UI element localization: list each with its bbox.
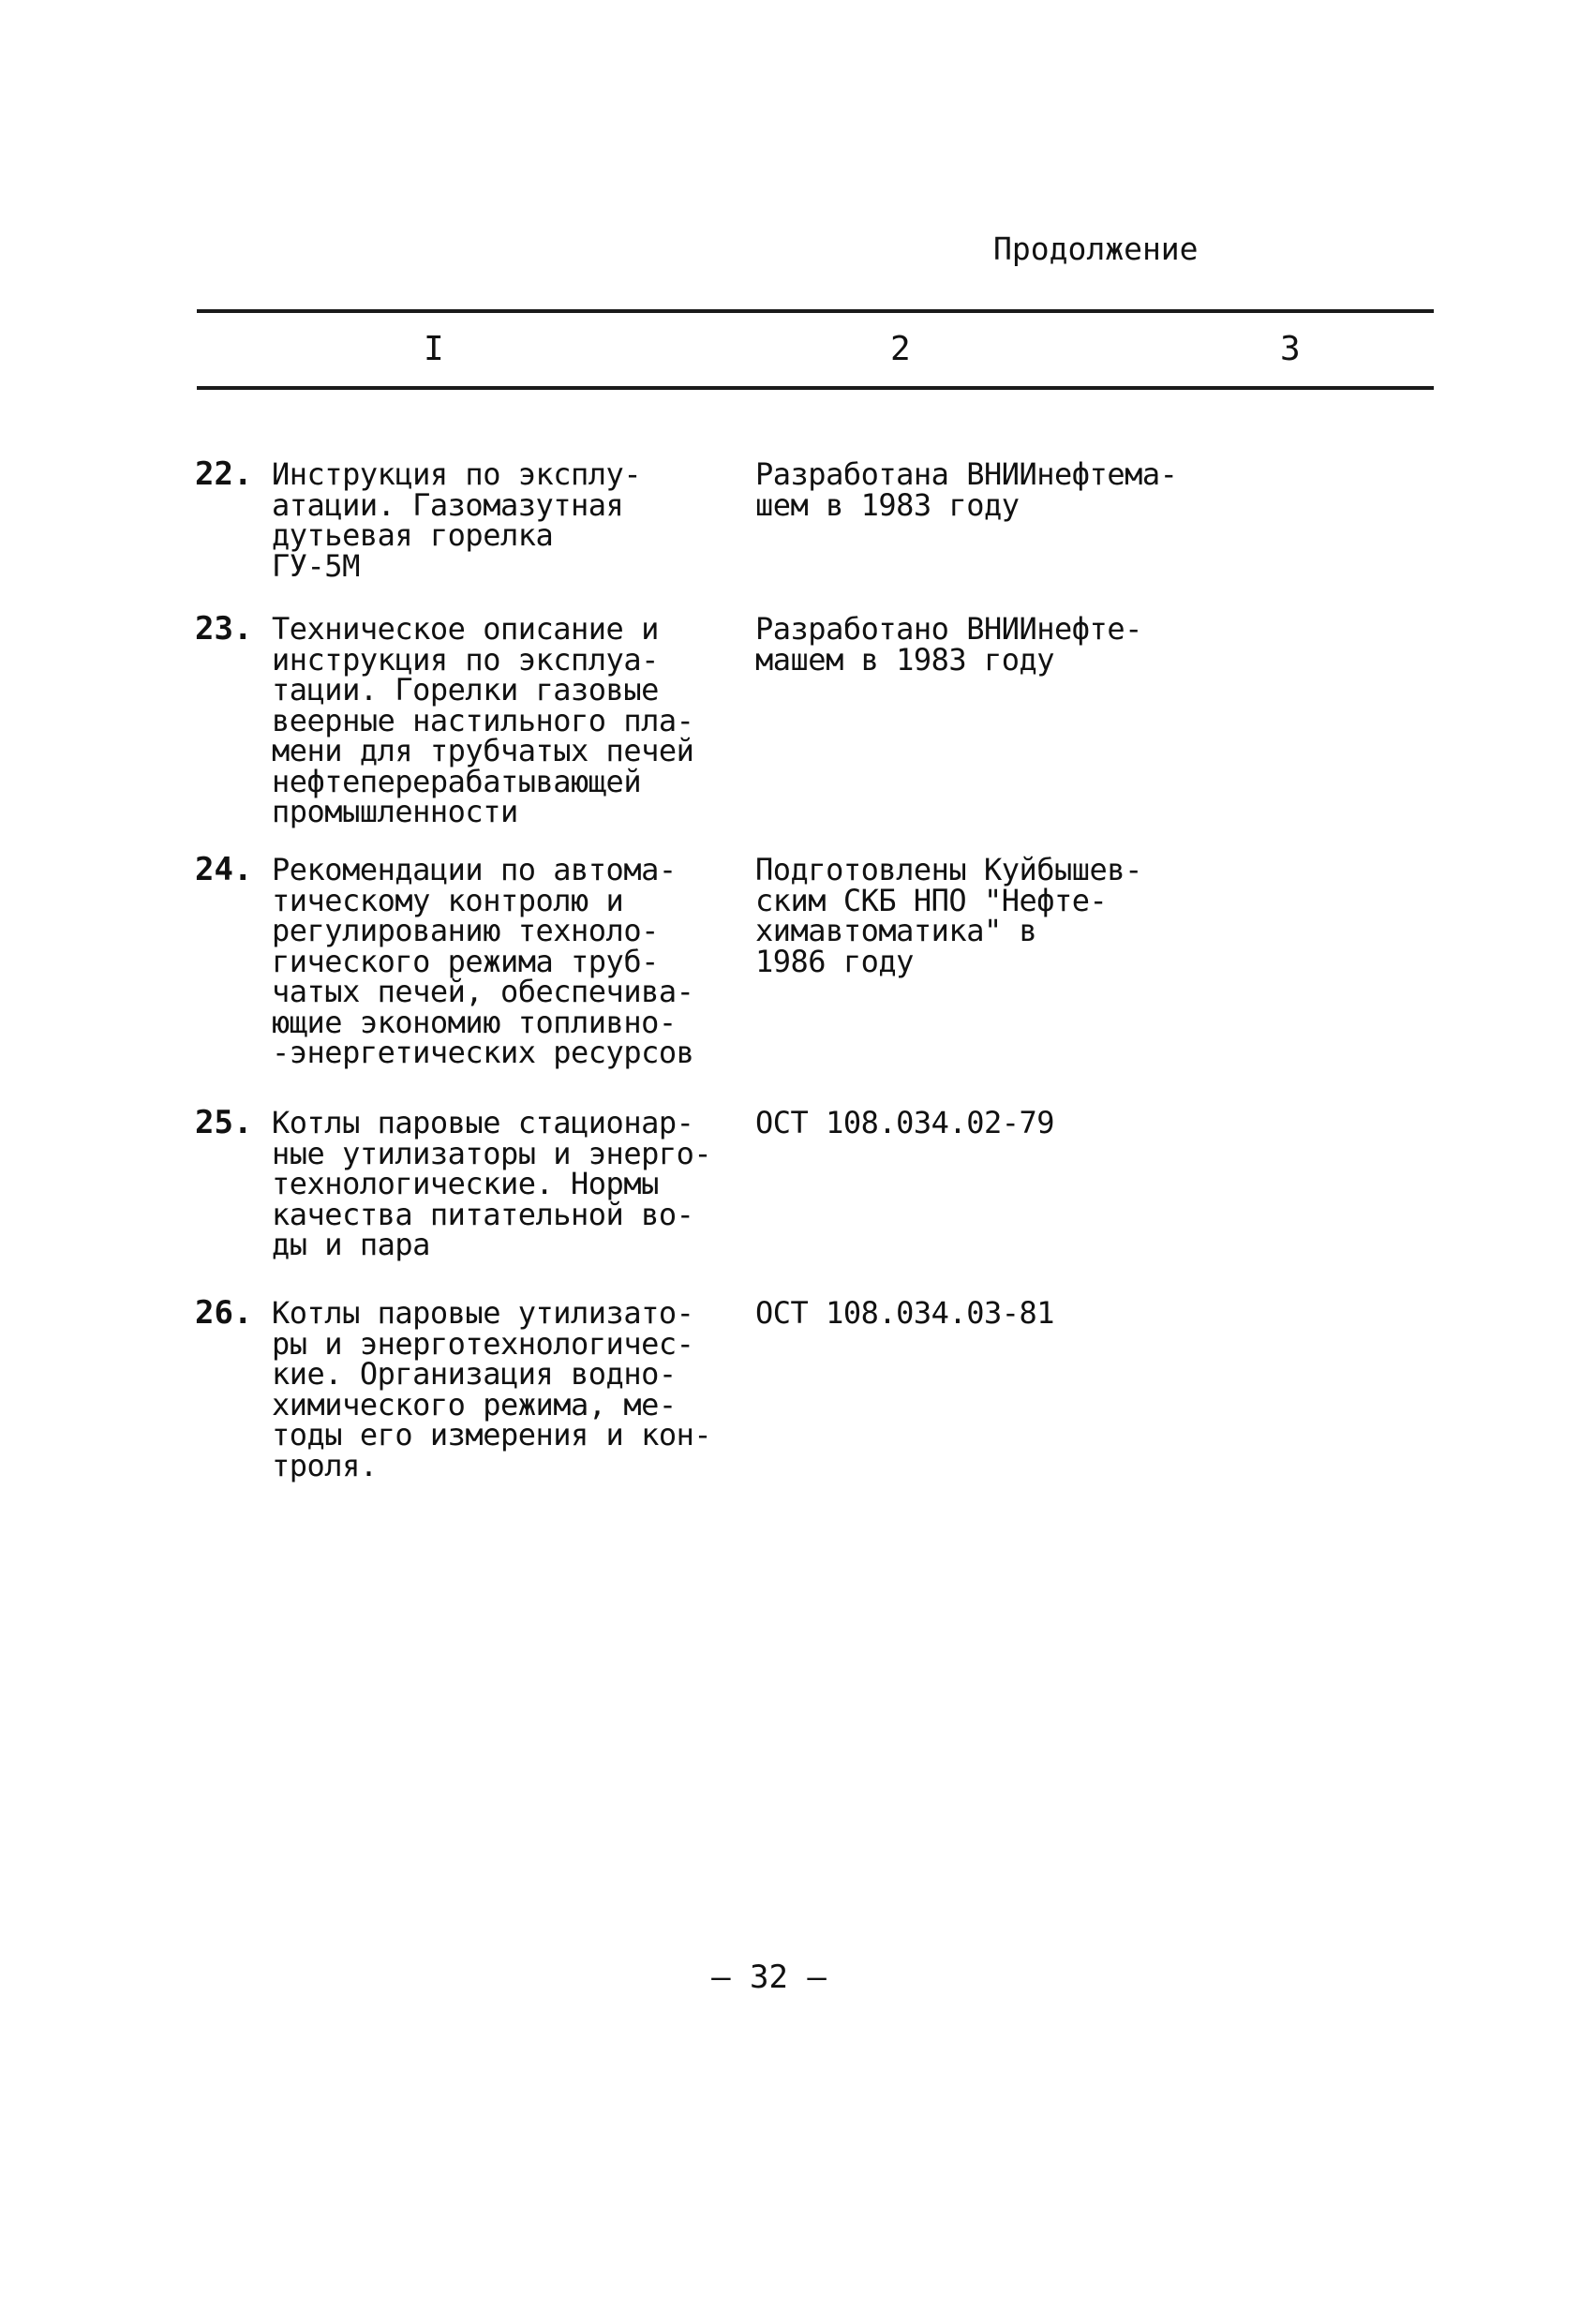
- document-title: Котлы паровые стационар- ные утилизаторы и энерго- технологические. Нормы качества питательной во- ды и пара: [272, 1105, 712, 1262]
- column-header-3: 3: [1280, 330, 1301, 368]
- document-source: ОСТ 108.034.02-79: [755, 1105, 1055, 1140]
- row-number: 26.: [195, 1294, 253, 1332]
- document-source: Разработано ВНИИнефте- машем в 1983 году: [755, 611, 1142, 678]
- document-title: Техническое описание и инструкция по эксплуа- тации. Горелки газовые веерные настильного пла- мени для трубчатых печей нефтеперерабатывающей промышленности: [272, 611, 694, 829]
- row-number: 25.: [195, 1104, 253, 1141]
- document-title: Котлы паровые утилизато- ры и энерготехнологичес- кие. Организация водно- химического режима, ме- тоды его измерения и кон- троля.: [272, 1295, 712, 1483]
- page-number: – 32 –: [711, 1959, 827, 1996]
- document-title: Инструкция по эксплу- атации. Газомазутная дутьевая горелка ГУ-5М: [272, 456, 642, 584]
- document-source: ОСТ 108.034.03-81: [755, 1295, 1055, 1331]
- table-header-rule: [197, 386, 1434, 390]
- row-number: 23.: [195, 610, 253, 648]
- row-number: 22.: [195, 455, 253, 493]
- document-title: Рекомендации по автома- тическому контролю и регулированию техноло- гического режима труб- чатых печей, обеспечива- ющие экономию топливно- -энергетических ресурсов: [272, 852, 694, 1070]
- column-header-1: I: [424, 330, 444, 368]
- document-source: Разработана ВНИИнефтема- шем в 1983 году: [755, 456, 1178, 523]
- column-header-2: 2: [890, 330, 911, 368]
- continuation-label: Продолжение: [993, 231, 1199, 267]
- table-top-rule: [197, 309, 1434, 313]
- row-number: 24.: [195, 851, 253, 888]
- document-source: Подготовлены Куйбышев- ским СКБ НПО "Нефте- химавтоматика" в 1986 году: [755, 852, 1142, 979]
